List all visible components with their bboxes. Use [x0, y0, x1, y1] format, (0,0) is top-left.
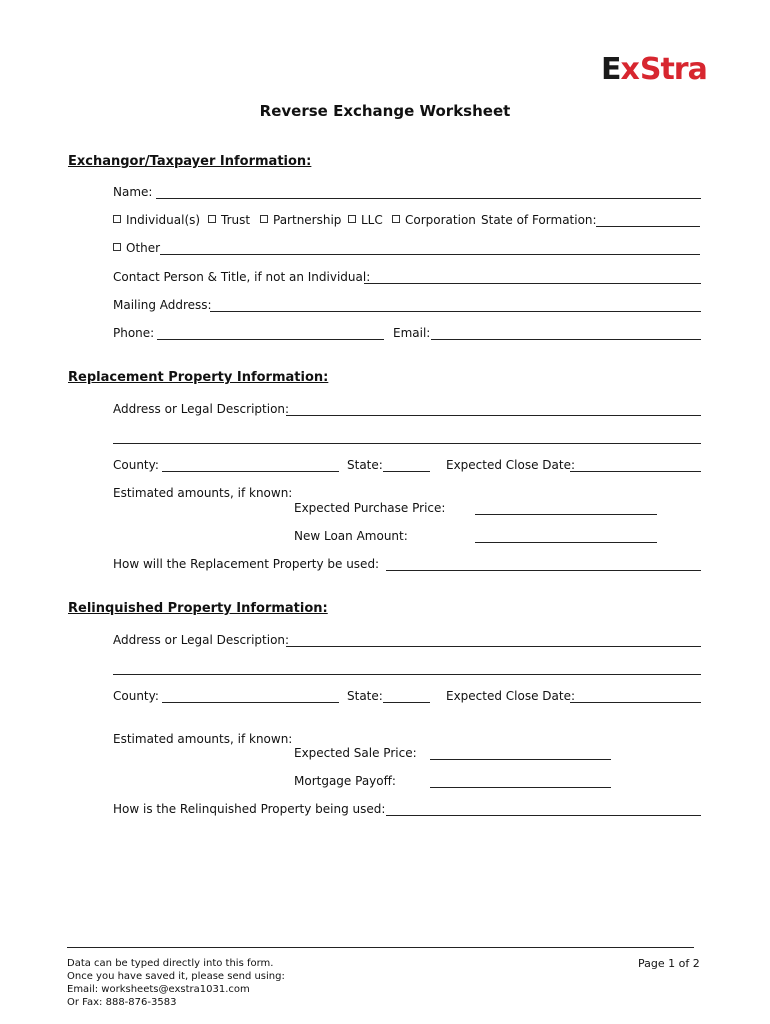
relinquished-estimated-label: Estimated amounts, if known:	[113, 732, 293, 746]
footer-email: Email: worksheets@exstra1031.com	[67, 984, 250, 995]
sale-price-label: Expected Sale Price:	[294, 746, 417, 760]
relinquished-state-field[interactable]	[383, 688, 430, 703]
checkbox-icon[interactable]	[392, 215, 400, 223]
checkbox-icon[interactable]	[113, 215, 121, 223]
mailing-field[interactable]	[210, 297, 701, 312]
option-individual[interactable]	[113, 213, 200, 227]
relinquished-close-date-field[interactable]	[570, 688, 701, 703]
contact-field[interactable]	[364, 269, 701, 284]
option-label: Other	[126, 241, 161, 255]
logo-e: E	[601, 52, 621, 87]
relinquished-address-field-2[interactable]	[113, 660, 701, 675]
option-label: LLC	[361, 213, 383, 227]
replacement-estimated-label: Estimated amounts, if known:	[113, 486, 293, 500]
replacement-address-field-2[interactable]	[113, 429, 701, 444]
replacement-address-field[interactable]	[286, 401, 701, 416]
page-number: Page 1 of 2	[638, 957, 700, 970]
footer-line: Once you have saved it, please send using:	[67, 971, 285, 982]
relinquished-county-label: County:	[113, 689, 159, 703]
replacement-close-date-field[interactable]	[570, 457, 701, 472]
replacement-close-date-label: Expected Close Date:	[446, 458, 576, 472]
exchangor-heading: Exchangor/Taxpayer Information:	[68, 154, 312, 169]
relinquished-use-field[interactable]	[386, 801, 701, 816]
option-label: Individual(s)	[126, 213, 201, 227]
relinquished-close-date-label: Expected Close Date:	[446, 689, 576, 703]
relinquished-state-label: State:	[347, 689, 383, 703]
name-label: Name:	[113, 185, 153, 199]
phone-label: Phone:	[113, 326, 155, 340]
new-loan-label: New Loan Amount:	[294, 529, 408, 543]
relinquished-use-label: How is the Relinquished Property being used:	[113, 802, 386, 816]
exstra-logo	[601, 52, 707, 86]
option-partnership[interactable]	[260, 213, 341, 227]
replacement-use-field[interactable]	[386, 556, 701, 571]
checkbox-icon[interactable]	[208, 215, 216, 223]
email-label: Email:	[393, 326, 431, 340]
footer-notes	[67, 957, 285, 1009]
logo-x: x	[620, 52, 640, 87]
purchase-price-label: Expected Purchase Price:	[294, 501, 446, 515]
relinquished-address-label: Address or Legal Description:	[113, 633, 290, 647]
mortgage-label: Mortgage Payoff:	[294, 774, 396, 788]
option-label: Corporation	[405, 213, 476, 227]
state-formation-label: State of Formation:	[481, 213, 597, 227]
relinquished-address-field[interactable]	[286, 632, 701, 647]
other-field[interactable]	[160, 240, 700, 255]
option-label: Trust	[221, 213, 251, 227]
replacement-state-field[interactable]	[383, 457, 430, 472]
option-other[interactable]	[113, 241, 160, 255]
relinquished-heading: Relinquished Property Information:	[68, 601, 328, 616]
name-field[interactable]	[156, 184, 701, 199]
phone-field[interactable]	[157, 325, 384, 340]
option-llc[interactable]	[348, 213, 383, 227]
checkbox-icon[interactable]	[113, 243, 121, 251]
replacement-county-label: County:	[113, 458, 159, 472]
relinquished-county-field[interactable]	[162, 688, 339, 703]
option-trust[interactable]	[208, 213, 250, 227]
replacement-state-label: State:	[347, 458, 383, 472]
checkbox-icon[interactable]	[348, 215, 356, 223]
mailing-label: Mailing Address:	[113, 298, 212, 312]
replacement-use-label: How will the Replacement Property be used:	[113, 557, 380, 571]
logo-stra: Stra	[639, 52, 707, 87]
footer-divider	[67, 947, 694, 948]
option-label: Partnership	[273, 213, 342, 227]
purchase-price-field[interactable]	[475, 500, 657, 515]
option-corporation[interactable]	[392, 213, 476, 227]
replacement-county-field[interactable]	[162, 457, 339, 472]
mortgage-field[interactable]	[430, 773, 611, 788]
replacement-heading: Replacement Property Information:	[68, 370, 329, 385]
new-loan-field[interactable]	[475, 528, 657, 543]
replacement-address-label: Address or Legal Description:	[113, 402, 290, 416]
state-formation-field[interactable]	[596, 212, 700, 227]
footer-line: Data can be typed directly into this form.	[67, 958, 274, 969]
sale-price-field[interactable]	[430, 745, 611, 760]
page-title: Reverse Exchange Worksheet	[259, 102, 511, 120]
email-field[interactable]	[431, 325, 701, 340]
checkbox-icon[interactable]	[260, 215, 268, 223]
footer-fax: Or Fax: 888-876-3583	[67, 997, 177, 1008]
contact-label: Contact Person & Title, if not an Individual:	[113, 270, 371, 284]
